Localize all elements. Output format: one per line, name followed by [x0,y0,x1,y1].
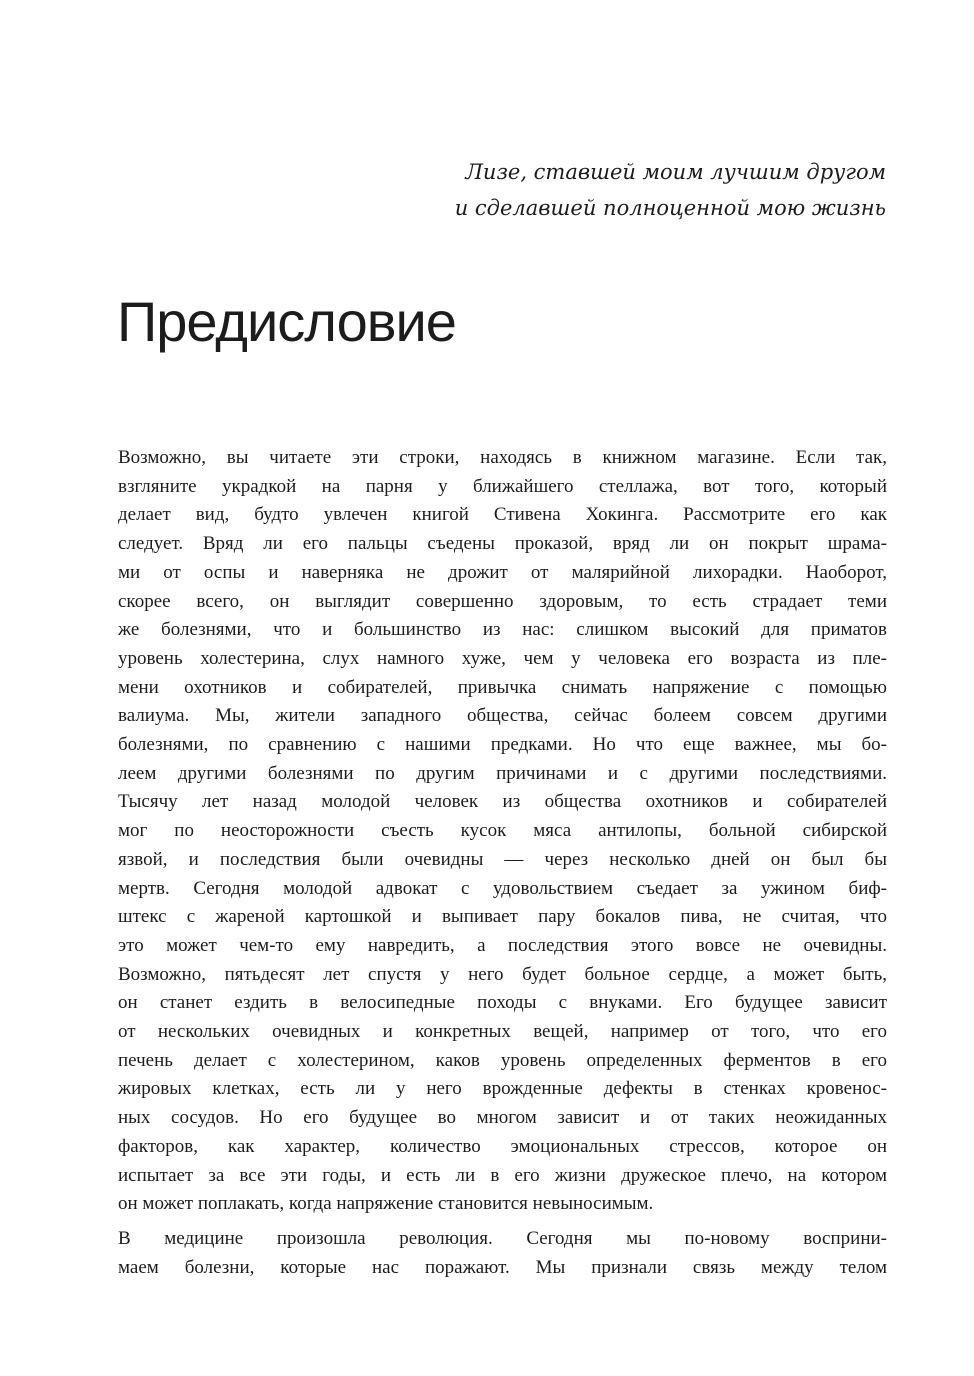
text-line: ных сосудов. Но его будущее во многом зависит и от таких неожиданных [118,1107,887,1129]
paragraph-2 [118,1225,887,1282]
dedication-line: Лизе, ставшей моим лучшим другом [465,160,886,184]
paragraph-1 [118,444,887,1219]
text-line: валиума. Мы, жители западного общества, сейчас болеем совсем другими [118,705,887,727]
text-line: печень делает с холестерином, каков уровень определенных ферментов в его [118,1049,887,1071]
text-line: Возможно, вы читаете эти строки, находясь в книжном магазине. Если так, [118,447,887,468]
text-line: леем другими болезнями по другим причинами и с другими последствиями. [118,762,887,784]
text-line: язвой, и последствия были очевидны — через несколько дней он был бы [118,848,887,870]
text-line: следует. Вряд ли его пальцы съедены проказой, вряд ли он покрыт шрама- [118,533,887,555]
text-line: маем болезни, которые нас поражают. Мы признали связь между телом [118,1256,887,1278]
text-line: уровень холестерина, слух намного хуже, чем у человека его возраста из пле- [118,647,887,669]
text-line: болезнями, по сравнению с нашими предками. Но что еще важнее, мы бо- [118,734,887,756]
text-line: ми от оспы и наверняка не дрожит от малярийной лихорадки. Наоборот, [118,561,887,583]
paragraph-lines [118,444,887,1219]
text-line: Тысячу лет назад молодой человек из общества охотников и собирателей [118,791,887,813]
dedication-line: и сделавшей полноценной мою жизнь [454,196,886,220]
text-line: взгляните украдкой на парня у ближайшего стеллажа, вот того, который [118,475,887,497]
text-line: факторов, как характер, количество эмоциональных стрессов, которое он [118,1135,887,1157]
text-line: Возможно, пятьдесят лет спустя у него будет больное сердце, а может быть, [118,963,887,985]
text-line: жировых клетках, есть ли у него врожденные дефекты в стенках кровенос- [118,1078,887,1100]
text-line: испытает за все эти годы, и есть ли в его жизни дружеское плечо, на котором [118,1164,887,1186]
text-line: штекс с жареной картошкой и выпивает пару бокалов пива, не считая, что [118,906,887,928]
text-line: скорее всего, он выглядит совершенно здоровым, то есть страдает теми [118,590,887,612]
chapter-heading: Предисловие [117,290,456,353]
text-line: он может поплакать, когда напряжение становится невыносимым. [118,1193,654,1215]
text-line: В медицине произошла революция. Сегодня мы по-новому восприни- [118,1227,887,1249]
text-line: мог по неосторожности съесть кусок мяса антилопы, больной сибирской [118,820,887,842]
text-line: мени охотников и собирателей, привычка снимать напряжение с помощью [118,676,887,698]
text-line: он станет ездить в велосипедные походы с внуками. Его будущее зависит [118,992,887,1014]
body-text [118,444,887,1282]
text-line: от нескольких очевидных и конкретных вещей, например от того, что его [118,1021,887,1043]
dedication [186,154,886,226]
text-line: это может чем-то ему навредить, а последствия этого вовсе не очевидны. [118,934,887,956]
text-line: же болезнями, что и большинство из нас: слишком высокий для приматов [118,619,887,641]
text-line: мертв. Сегодня молодой адвокат с удовольствием съедает за ужином биф- [118,877,887,899]
text-line: делает вид, будто увлечен книгой Стивена Хокинга. Рассмотрите его как [118,504,887,526]
paragraph-lines [118,1225,887,1282]
